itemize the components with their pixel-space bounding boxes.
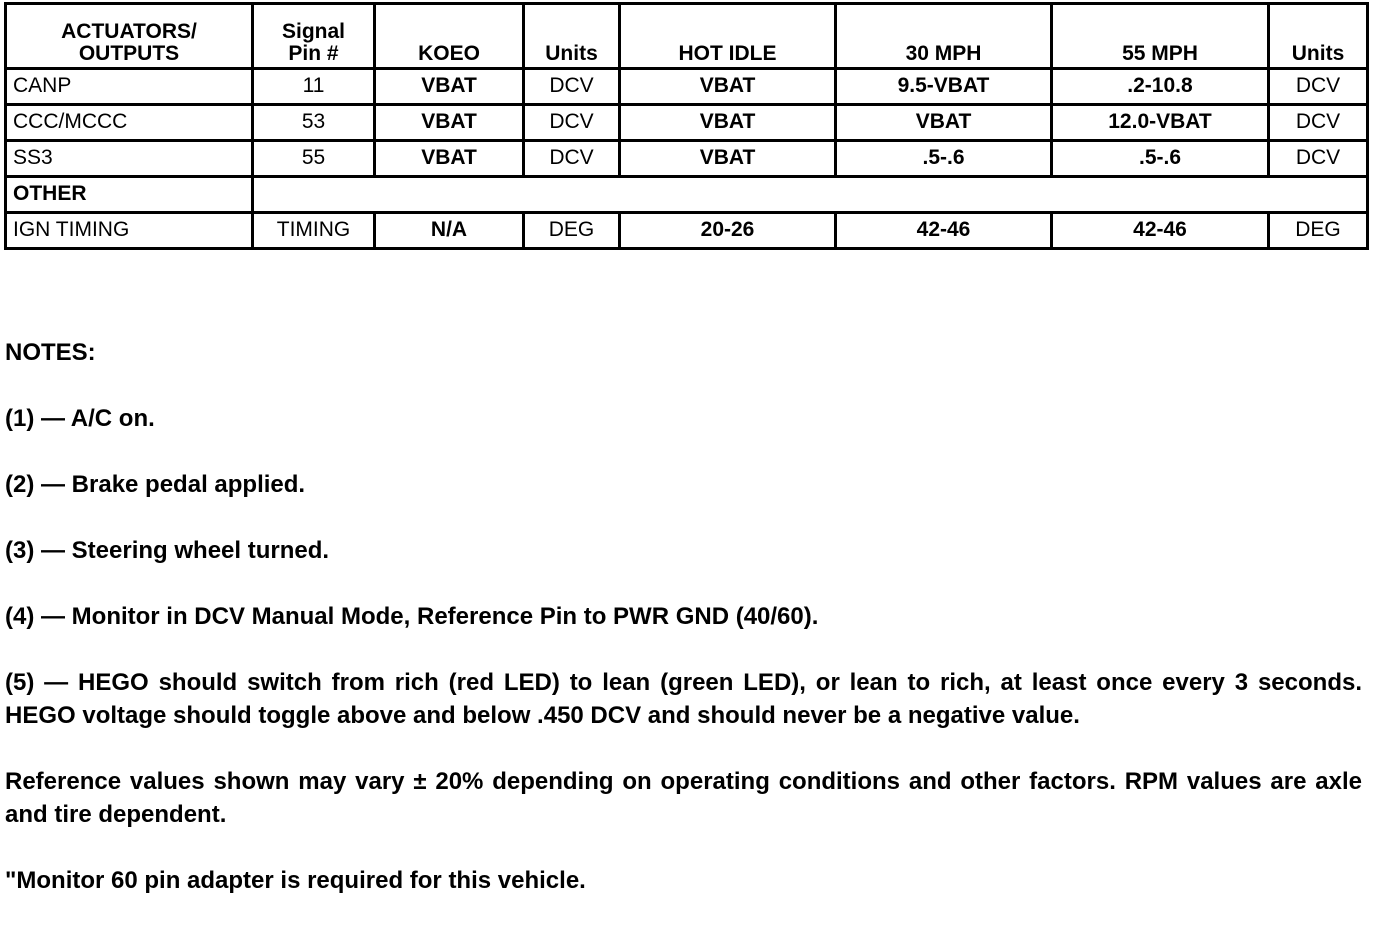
table-cell: 53: [253, 105, 375, 141]
table-row: [6, 141, 1368, 177]
notes-section: [5, 336, 1362, 930]
header-actuators-outputs: ACTUATORS/ OUTPUTS: [6, 4, 253, 69]
header-30-mph: 30 MPH: [836, 4, 1052, 69]
table-header-row: [6, 4, 1368, 69]
notes-heading: NOTES:: [5, 339, 96, 366]
header-koeo: KOEO: [375, 4, 524, 69]
row-label: SS3: [6, 141, 253, 177]
header-55-mph: 55 MPH: [1052, 4, 1269, 69]
table-cell: TIMING: [253, 213, 375, 249]
row-label: CCC/MCCC: [6, 105, 253, 141]
adapter-note: "Monitor 60 pin adapter is required for this vehicle.: [5, 867, 586, 894]
header-hot-idle: HOT IDLE: [620, 4, 836, 69]
table-row: [6, 105, 1368, 141]
table-cell: DCV: [1269, 69, 1368, 105]
table-cell: .5-.6: [1052, 141, 1269, 177]
table-cell: VBAT: [375, 141, 524, 177]
table-cell: VBAT: [375, 69, 524, 105]
table-cell: 42-46: [836, 213, 1052, 249]
table-row: [6, 69, 1368, 105]
header-signal-pin: Signal Pin #: [253, 4, 375, 69]
table-cell: VBAT: [836, 105, 1052, 141]
table-cell: VBAT: [620, 105, 836, 141]
header-units: Units: [524, 4, 620, 69]
table-cell: DCV: [1269, 141, 1368, 177]
table-cell: 12.0-VBAT: [1052, 105, 1269, 141]
table-cell: VBAT: [375, 105, 524, 141]
table-cell: DCV: [524, 69, 620, 105]
header-units-2: Units: [1269, 4, 1368, 69]
section-row-other: [6, 177, 1368, 213]
table-cell: 9.5-VBAT: [836, 69, 1052, 105]
table-cell: 20-26: [620, 213, 836, 249]
note-item: (3) — Steering wheel turned.: [5, 537, 330, 564]
note-item: (5) — HEGO should switch from rich (red LED) to lean (green LED), or lean to rich, at least once every 3 seconds. HEGO voltage should toggle above and below .450 DCV and should never be a negative value.: [5, 669, 1362, 729]
section-empty-cell: [253, 177, 1368, 213]
reference-note: Reference values shown may vary ± 20% depending on operating conditions and other factors. RPM values are axle and tire dependent.: [5, 768, 1362, 828]
row-label: CANP: [6, 69, 253, 105]
table-cell: DEG: [1269, 213, 1368, 249]
table-cell: .5-.6: [836, 141, 1052, 177]
table-cell: .2-10.8: [1052, 69, 1269, 105]
note-item: (1) — A/C on.: [5, 405, 155, 432]
table-cell: DCV: [524, 141, 620, 177]
section-label: OTHER: [6, 177, 253, 213]
table-cell: DCV: [1269, 105, 1368, 141]
table-row: [6, 213, 1368, 249]
table-cell: VBAT: [620, 69, 836, 105]
table-cell: VBAT: [620, 141, 836, 177]
row-label: IGN TIMING: [6, 213, 253, 249]
table-cell: N/A: [375, 213, 524, 249]
actuators-outputs-table: [4, 2, 1369, 250]
table-cell: DEG: [524, 213, 620, 249]
table-cell: 55: [253, 141, 375, 177]
table-cell: DCV: [524, 105, 620, 141]
table-cell: 11: [253, 69, 375, 105]
note-item: (4) — Monitor in DCV Manual Mode, Reference Pin to PWR GND (40/60).: [5, 603, 819, 630]
table-cell: 42-46: [1052, 213, 1269, 249]
note-item: (2) — Brake pedal applied.: [5, 471, 306, 498]
